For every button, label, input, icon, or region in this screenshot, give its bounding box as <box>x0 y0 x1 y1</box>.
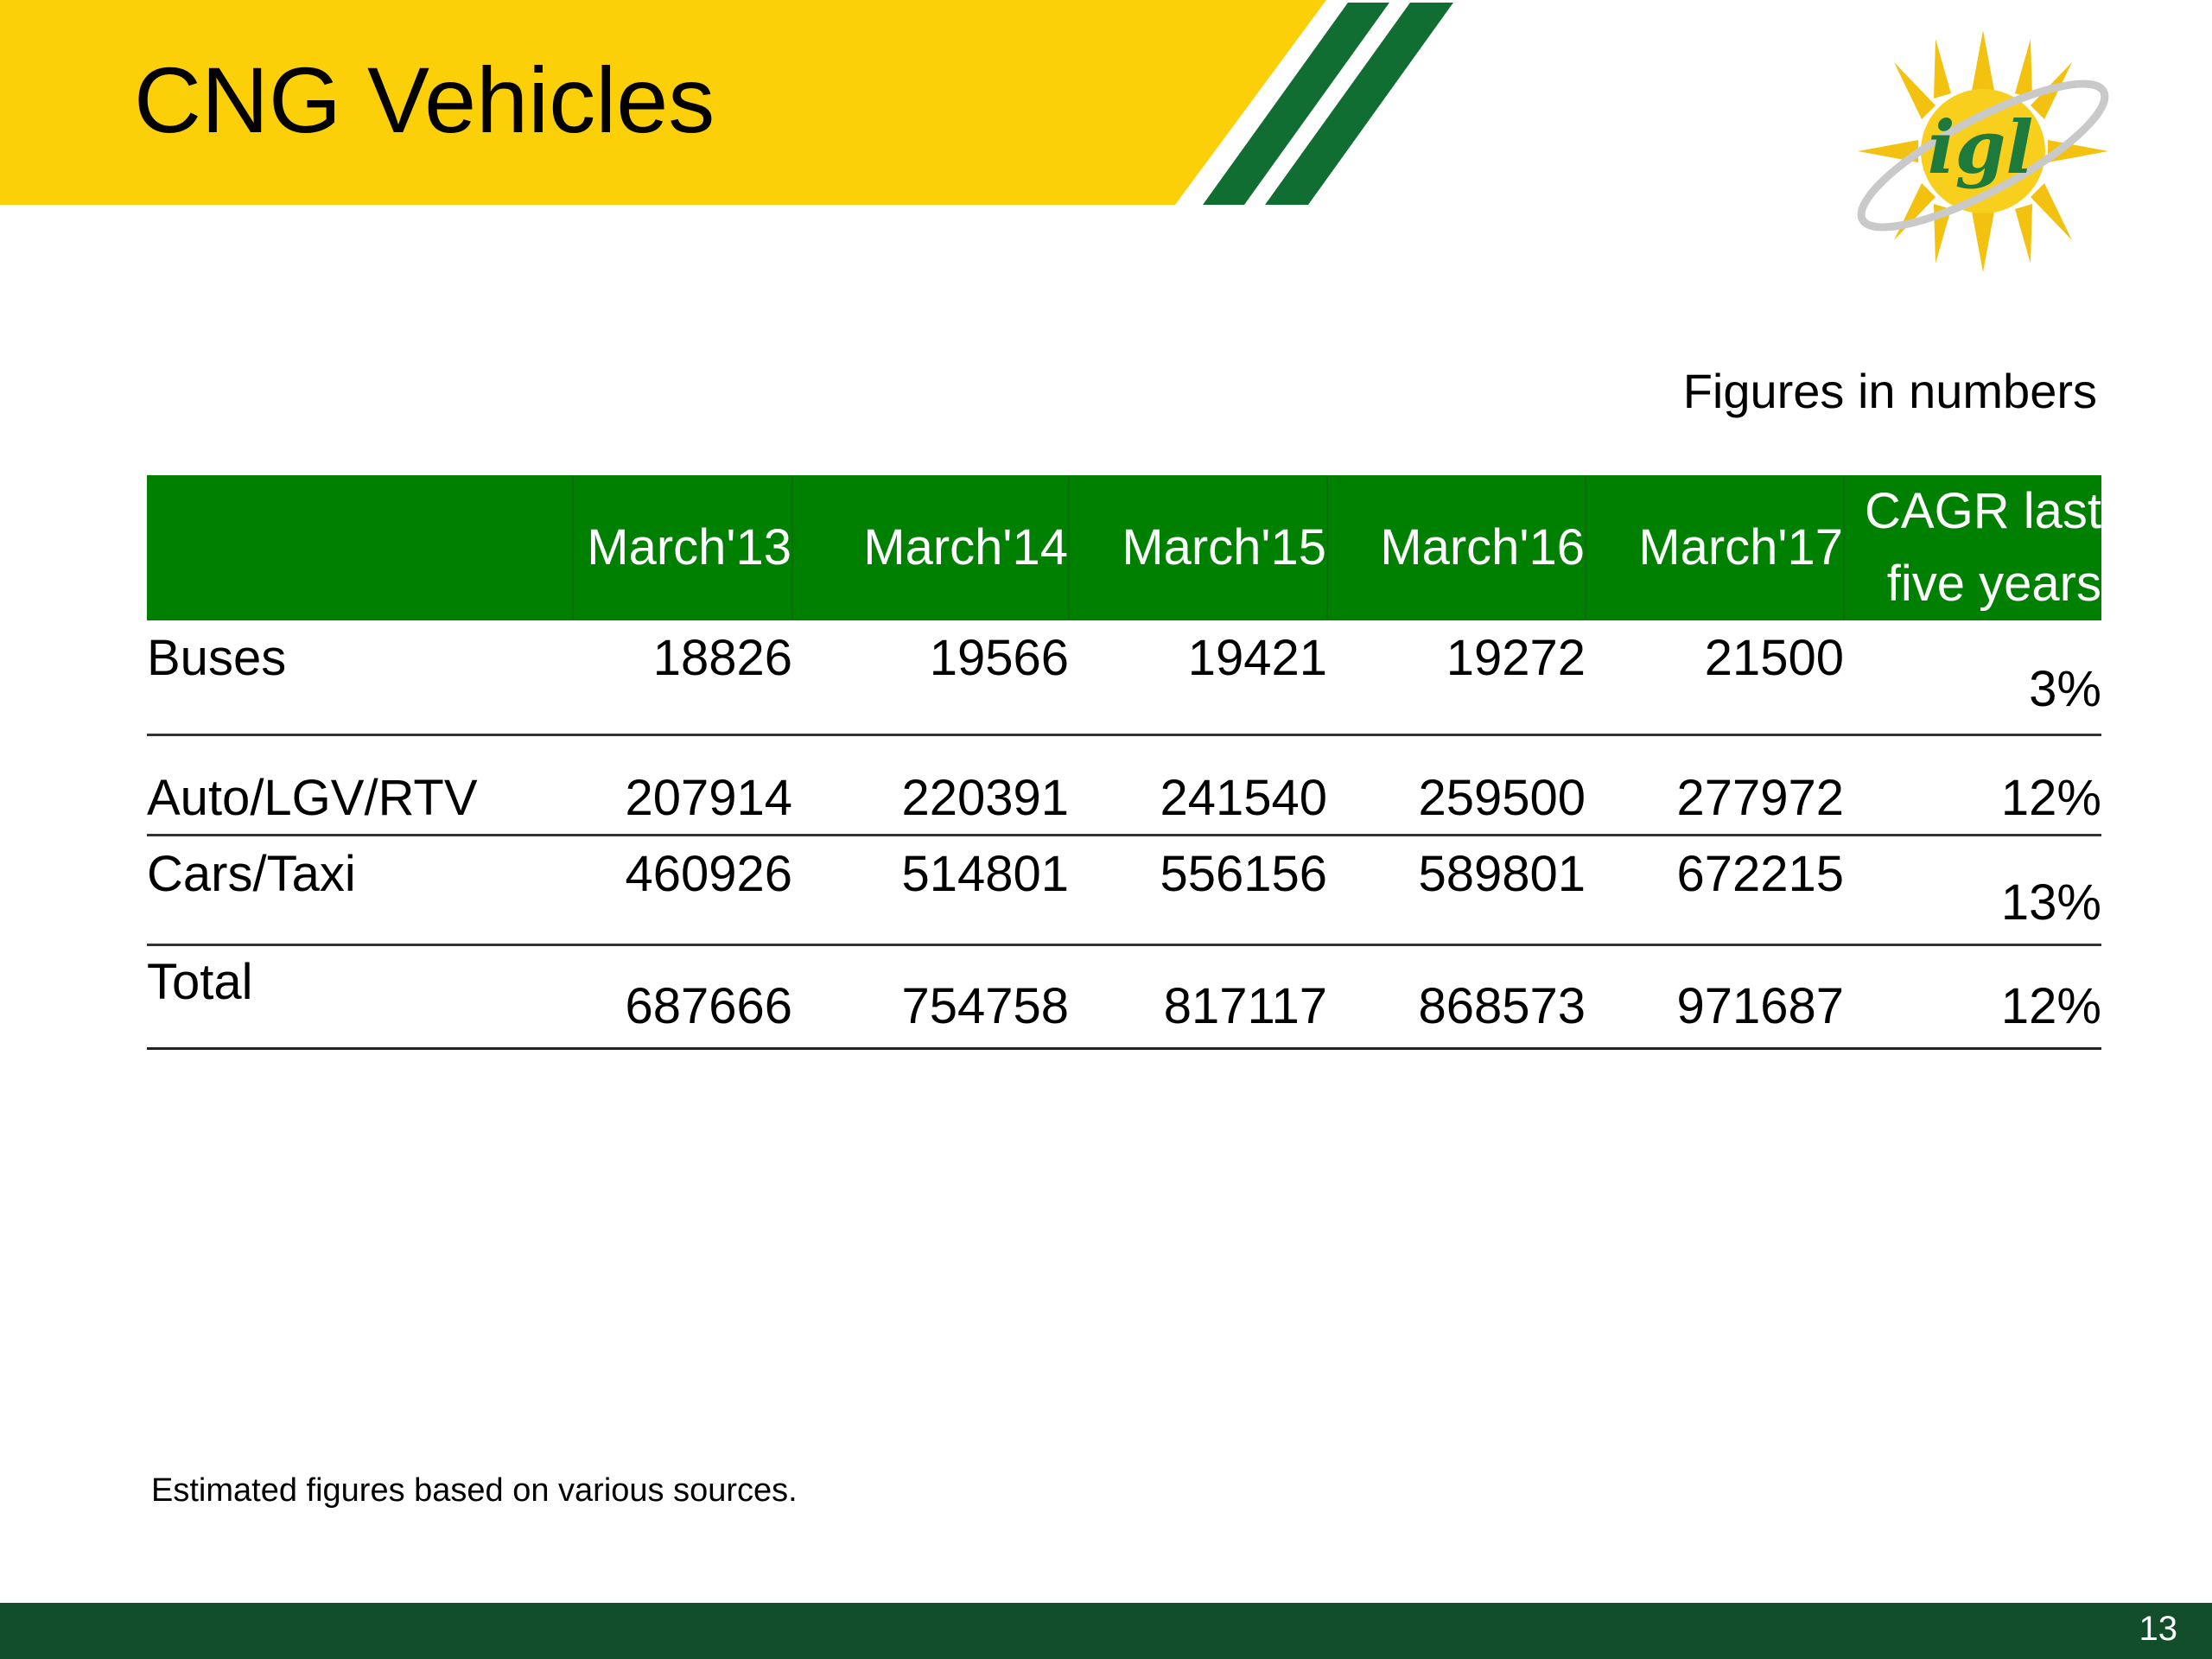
cell-value: 21500 <box>1586 620 1844 735</box>
cell-value: 514801 <box>792 836 1069 945</box>
footer-bar <box>0 1603 2212 1659</box>
cng-vehicles-table <box>147 475 2101 1050</box>
cell-value: 556156 <box>1069 836 1327 945</box>
logo-wordmark: igl <box>1927 105 2034 190</box>
units-note: Figures in numbers <box>1682 364 2097 418</box>
row-label: Cars/Taxi <box>147 836 573 945</box>
row-label: Total <box>147 945 573 1049</box>
cell-value: 19566 <box>792 620 1069 735</box>
slide-number: 13 <box>2139 1610 2177 1648</box>
header-march-15: March'15 <box>1069 475 1327 620</box>
cell-value: 259500 <box>1327 735 1586 836</box>
page-title: CNG Vehicles <box>134 48 715 152</box>
table-header-row <box>147 475 2101 620</box>
cell-cagr: 3% <box>1844 620 2101 735</box>
row-label: Buses <box>147 620 573 735</box>
header-category <box>147 475 573 620</box>
cell-value: 868573 <box>1327 945 1586 1049</box>
cell-value: 241540 <box>1069 735 1327 836</box>
header-cagr: CAGR last five years <box>1844 475 2101 620</box>
row-label: Auto/LGV/RTV <box>147 735 573 836</box>
cell-value: 460926 <box>573 836 792 945</box>
cell-value: 18826 <box>573 620 792 735</box>
cell-value: 672215 <box>1586 836 1844 945</box>
cell-value: 207914 <box>573 735 792 836</box>
cell-value: 971687 <box>1586 945 1844 1049</box>
footnote: Estimated figures based on various sources. <box>151 1472 798 1509</box>
table-row <box>147 836 2101 945</box>
cell-value: 19272 <box>1327 620 1586 735</box>
table-row-total <box>147 945 2101 1049</box>
header-march-16: March'16 <box>1327 475 1586 620</box>
cell-value: 19421 <box>1069 620 1327 735</box>
cell-value: 817117 <box>1069 945 1327 1049</box>
header-march-14: March'14 <box>792 475 1069 620</box>
cell-value: 220391 <box>792 735 1069 836</box>
header-march-13: March'13 <box>573 475 792 620</box>
cell-cagr: 12% <box>1844 945 2101 1049</box>
cell-value: 754758 <box>792 945 1069 1049</box>
cell-value: 277972 <box>1586 735 1844 836</box>
table-row <box>147 620 2101 735</box>
cell-value: 687666 <box>573 945 792 1049</box>
header-march-17: March'17 <box>1586 475 1844 620</box>
cell-value: 589801 <box>1327 836 1586 945</box>
cell-cagr: 12% <box>1844 735 2101 836</box>
igl-logo <box>1840 26 2126 276</box>
table-row <box>147 735 2101 836</box>
cell-cagr: 13% <box>1844 836 2101 945</box>
